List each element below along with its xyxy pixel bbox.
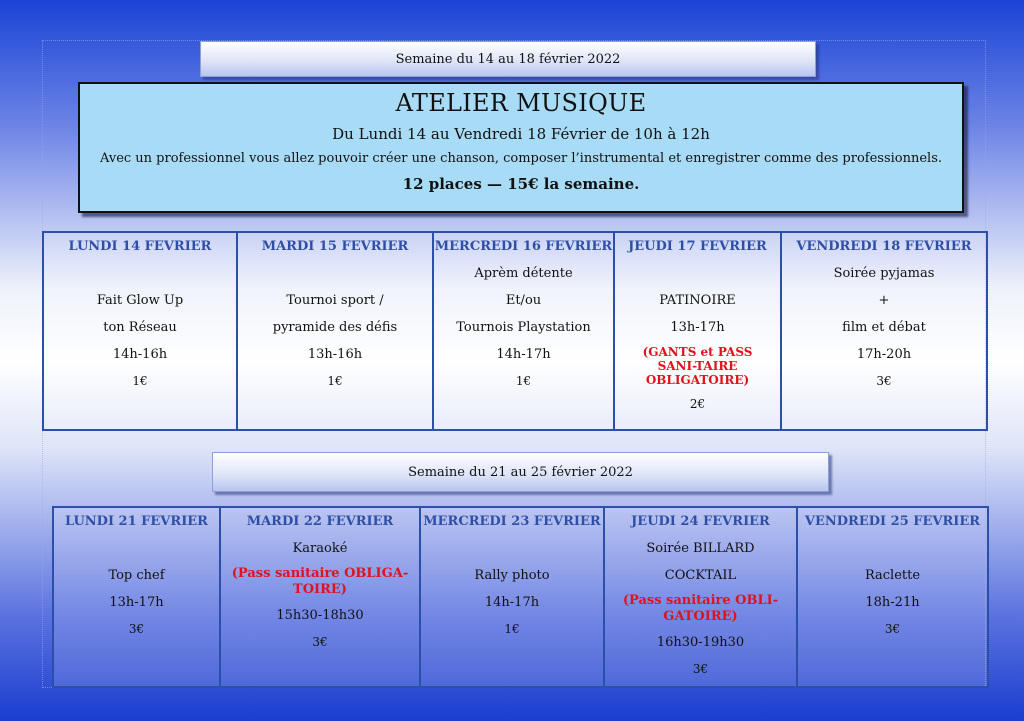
- activity-line: Karaoké: [292, 541, 348, 556]
- day-mardi-22: [221, 508, 421, 686]
- activity-line: Raclette: [864, 568, 921, 583]
- activity-line: Fait Glow Up: [96, 293, 184, 308]
- activity-line: COCKTAIL: [664, 568, 737, 583]
- day-title: JEUDI 24 FEVRIER: [631, 514, 770, 529]
- activity-line: Tournois Playstation: [456, 320, 591, 335]
- day-lundi-21: [54, 508, 221, 686]
- activity-price: 3€: [128, 622, 145, 636]
- day-title: MERCREDI 16 FEVRIER: [434, 239, 613, 254]
- activity-line: ton Réseau: [103, 320, 177, 335]
- activity-price: 1€: [515, 374, 532, 388]
- activity-price: 1€: [327, 374, 343, 388]
- day-vendredi-18: [782, 233, 986, 429]
- activity-time: 14h-17h: [484, 595, 540, 610]
- activity-line: Aprèm détente: [474, 266, 573, 281]
- activity-time: 13h-17h: [109, 595, 164, 610]
- day-title: MARDI 22 FEVRIER: [246, 514, 394, 529]
- activity-price: 2€: [689, 397, 706, 411]
- atelier-price: 12 places — 15€ la semaine.: [402, 175, 640, 193]
- atelier-dates: Du Lundi 14 au Vendredi 18 Février de 10h à 12h: [332, 125, 710, 143]
- day-title: LUNDI 21 FEVRIER: [65, 514, 208, 529]
- activity-price: 1€: [504, 622, 520, 636]
- warning-notice: (Pass sanitaire OBLI-GATOIRE): [622, 593, 779, 624]
- activity-line: pyramide des défis: [272, 320, 398, 335]
- day-title: MARDI 15 FEVRIER: [261, 239, 409, 254]
- day-lundi-14: [44, 233, 238, 429]
- activity-line: +: [878, 293, 890, 308]
- activity-price: 3€: [312, 635, 328, 649]
- week-banner-1: [200, 41, 816, 77]
- day-title: MERCREDI 23 FEVRIER: [423, 514, 601, 529]
- activity-price: 3€: [884, 622, 901, 636]
- activity-time: 14h-17h: [496, 347, 551, 362]
- activity-price: 3€: [692, 662, 709, 676]
- activity-time: 17h-20h: [856, 347, 912, 362]
- activity-time: 14h-16h: [112, 347, 168, 362]
- activity-line: PATINOIRE: [659, 293, 736, 308]
- day-title: JEUDI 17 FEVRIER: [628, 239, 767, 254]
- activity-line: Soirée pyjamas: [833, 266, 935, 281]
- activity-price: 1€: [132, 374, 148, 388]
- activity-line: Et/ou: [505, 293, 542, 308]
- week-2-schedule: [52, 506, 989, 688]
- warning-notice: (GANTS et PASS SANI-TAIRE OBLIGATOIRE): [642, 345, 753, 387]
- atelier-description: Avec un professionnel vous allez pouvoir créer une chanson, composer l’instrumental et enregistrer comme des professionnels.: [99, 151, 943, 166]
- week-banner-1-label: Semaine du 14 au 18 février 2022: [395, 51, 621, 67]
- activity-time: 13h-16h: [307, 347, 363, 362]
- day-mercredi-23: [421, 508, 605, 686]
- day-mercredi-16: [434, 233, 615, 429]
- atelier-box: [78, 82, 964, 213]
- activity-time: 18h-21h: [865, 595, 920, 610]
- day-mardi-15: [238, 233, 434, 429]
- activity-line: Tournoi sport /: [286, 293, 384, 308]
- activity-line: Soirée BILLARD: [646, 541, 755, 556]
- activity-time: 16h30-19h30: [656, 635, 745, 650]
- activity-line: Rally photo: [474, 568, 550, 583]
- activity-line: Top chef: [108, 568, 165, 583]
- week-1-schedule: [42, 231, 988, 431]
- day-title: VENDREDI 18 FEVRIER: [796, 239, 972, 254]
- day-title: LUNDI 14 FEVRIER: [68, 239, 212, 254]
- activity-price: 3€: [876, 374, 892, 388]
- day-jeudi-17: [615, 233, 782, 429]
- atelier-title: ATELIER MUSIQUE: [395, 89, 647, 117]
- day-title: VENDREDI 25 FEVRIER: [804, 514, 981, 529]
- week-banner-2-label: Semaine du 21 au 25 février 2022: [408, 464, 633, 480]
- day-vendredi-25: [798, 508, 987, 686]
- week-banner-2: [212, 452, 829, 492]
- activity-time: 15h30-18h30: [276, 608, 364, 623]
- warning-notice: (Pass sanitaire OBLIGA-TOIRE): [231, 566, 409, 597]
- activity-time: 13h-17h: [670, 320, 725, 335]
- day-jeudi-24: [605, 508, 798, 686]
- activity-line: film et débat: [842, 320, 926, 335]
